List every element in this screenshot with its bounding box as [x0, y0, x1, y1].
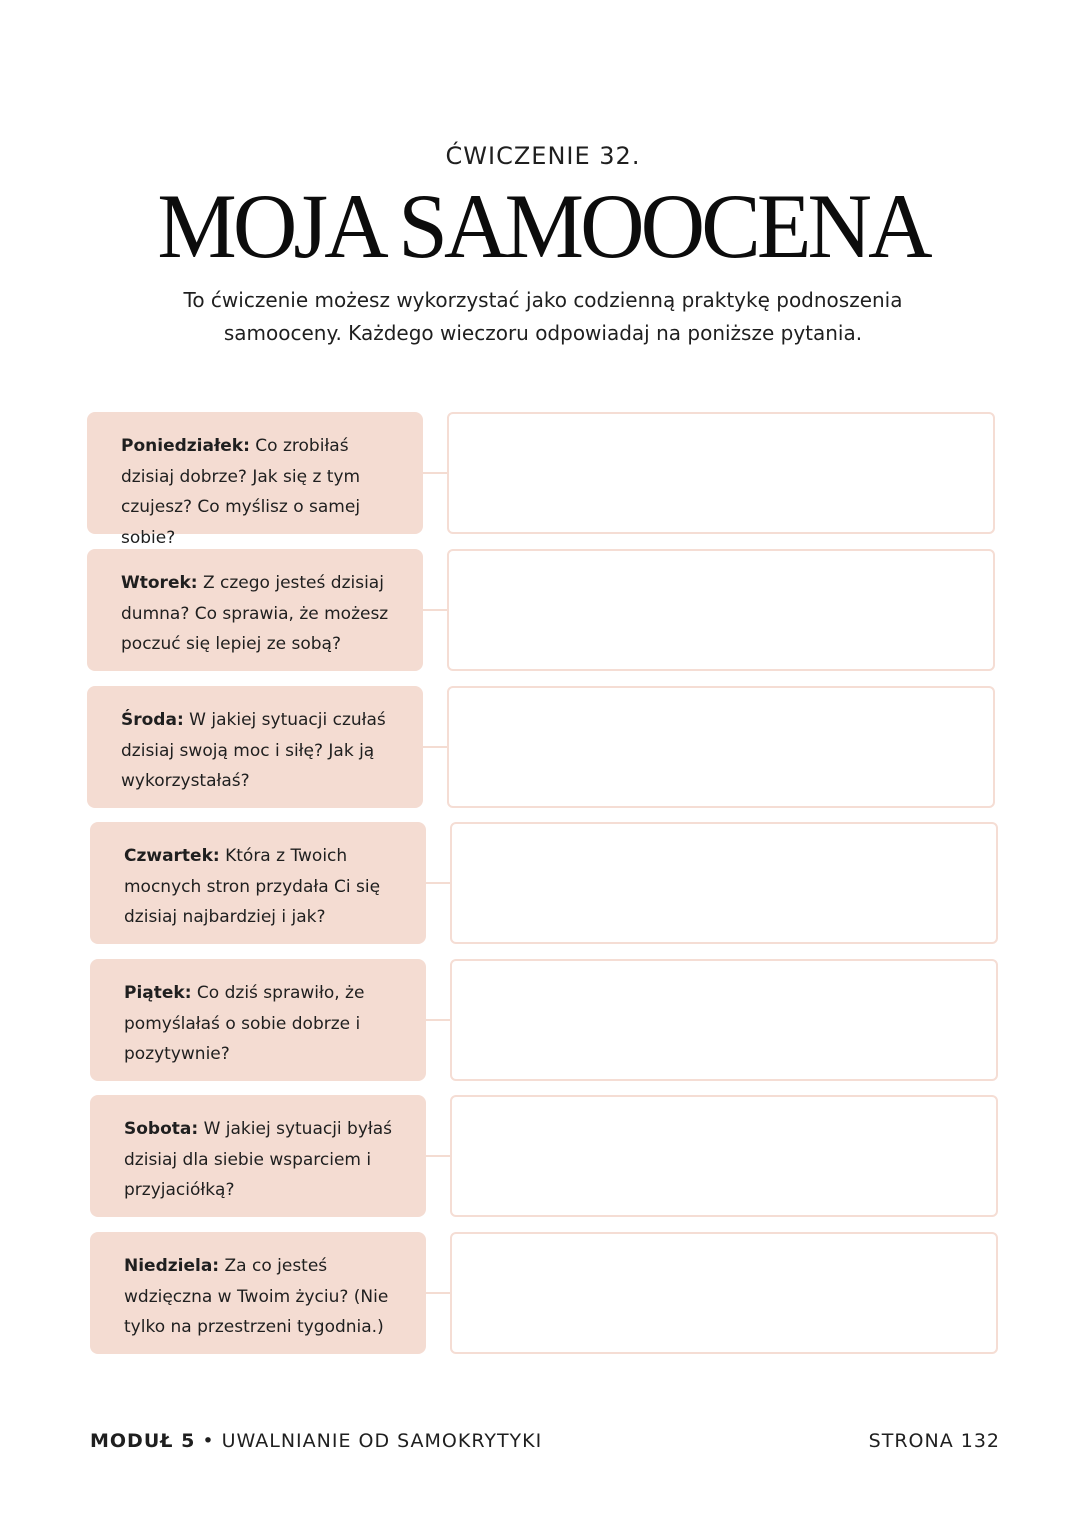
day-label: Piątek:: [124, 983, 192, 1003]
answer-box-friday[interactable]: [450, 959, 998, 1081]
connector-line: [423, 746, 447, 748]
connector-line: [426, 882, 450, 884]
question-card-tuesday: [87, 549, 423, 671]
connector-line: [426, 1155, 450, 1157]
exercise-label: ĆWICZENIE 32.: [445, 142, 641, 170]
day-label: Środa:: [121, 710, 184, 730]
answer-box-tuesday[interactable]: [447, 549, 995, 671]
intro-line-2: samooceny. Każdego wieczoru odpowiadaj na poniższe pytania.: [223, 321, 863, 345]
question-text: Która z Twoich mocnych stron przydała Ci się dzisiaj najbardziej i jak?: [124, 846, 381, 927]
question-text: Z czego jesteś dzisiaj dumna? Co sprawia, że możesz poczuć się lepiej ze sobą?: [121, 573, 389, 654]
module-title: UWALNIANIE OD SAMOKRYTYKI: [221, 1430, 543, 1452]
question-text: Co dziś sprawiło, że pomyślałaś o sobie dobrze i pozytywnie?: [124, 983, 365, 1064]
answer-box-saturday[interactable]: [450, 1095, 998, 1217]
page-number: STRONA 132: [868, 1430, 1000, 1452]
question-card-friday: [90, 959, 426, 1081]
connector-line: [423, 609, 447, 611]
page-title: MOJA SAMOOCENA: [157, 175, 929, 277]
footer-module: [90, 1430, 542, 1452]
day-label: Czwartek:: [124, 846, 220, 866]
connector-line: [426, 1292, 450, 1294]
module-number: MODUŁ 5: [90, 1430, 196, 1452]
intro-line-1: To ćwiczenie możesz wykorzystać jako codzienną praktykę podnoszenia: [183, 288, 903, 312]
question-text: W jakiej sytuacji byłaś dzisiaj dla siebie wsparciem i przyjaciółką?: [124, 1119, 393, 1200]
day-label: Poniedziałek:: [121, 436, 250, 456]
day-label: Wtorek:: [121, 573, 198, 593]
connector-line: [423, 472, 447, 474]
answer-box-wednesday[interactable]: [447, 686, 995, 808]
question-card-monday: [87, 412, 423, 548]
question-card-wednesday: [87, 686, 423, 808]
day-label: Niedziela:: [124, 1256, 220, 1276]
question-text: Co zrobiłaś dzisiaj dobrze? Jak się z tym czujesz? Co myślisz o samej sobie?: [121, 436, 361, 548]
question-text: W jakiej sytuacji czułaś dzisiaj swoją moc i siłę? Jak ją wykorzystałaś?: [121, 710, 386, 791]
connector-line: [426, 1019, 450, 1021]
footer-separator: •: [195, 1430, 222, 1452]
question-card-saturday: [90, 1095, 426, 1217]
answer-box-thursday[interactable]: [450, 822, 998, 944]
day-label: Sobota:: [124, 1119, 199, 1139]
question-text: Za co jesteś wdzięczna w Twoim życiu? (Nie tylko na przestrzeni tygodnia.): [124, 1256, 389, 1337]
question-card-sunday: [90, 1232, 426, 1354]
answer-box-monday[interactable]: [447, 412, 995, 534]
answer-box-sunday[interactable]: [450, 1232, 998, 1354]
question-card-thursday: [90, 822, 426, 944]
